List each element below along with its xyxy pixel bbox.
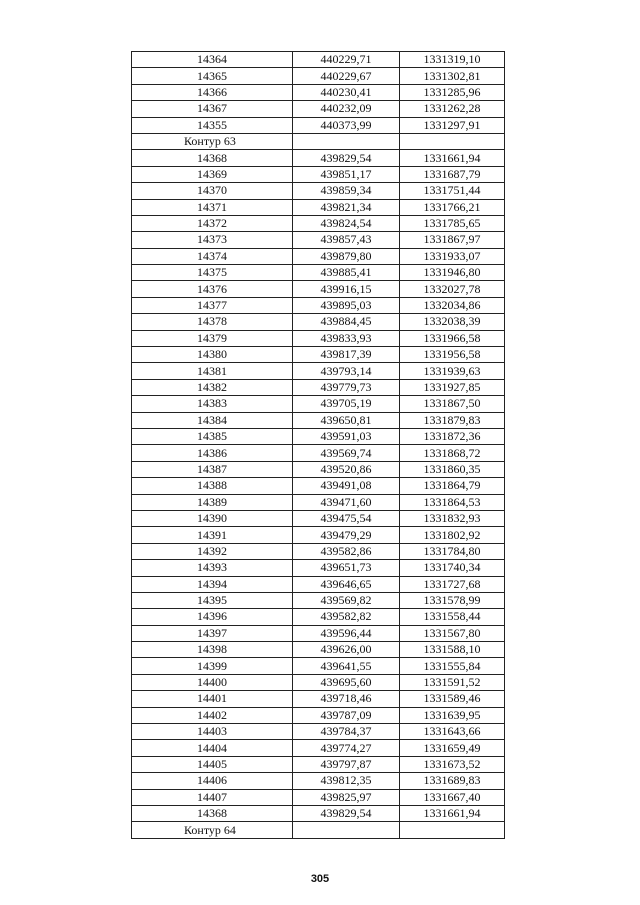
table-row: [132, 232, 505, 248]
x-coordinate-cell: 439591,03: [293, 428, 400, 444]
table-row: [132, 314, 505, 330]
table-row: [132, 658, 505, 674]
x-coordinate-cell: 439829,54: [293, 805, 400, 821]
y-coordinate-cell: 1331867,97: [400, 232, 505, 248]
y-coordinate-cell: 1331262,28: [400, 101, 505, 117]
y-coordinate-cell: 1331319,10: [400, 52, 505, 68]
y-coordinate-cell: 1331872,36: [400, 428, 505, 444]
x-coordinate-cell: 439718,46: [293, 691, 400, 707]
x-coordinate-cell: 439646,65: [293, 576, 400, 592]
x-coordinate-cell: 440232,09: [293, 101, 400, 117]
y-coordinate-cell: 1331864,53: [400, 494, 505, 510]
y-coordinate-cell: 1331766,21: [400, 199, 505, 215]
point-cell: 14369: [132, 166, 293, 182]
x-coordinate-cell: 439884,45: [293, 314, 400, 330]
table-row: [132, 117, 505, 133]
y-coordinate-cell: 1331832,93: [400, 510, 505, 526]
point-cell: 14379: [132, 330, 293, 346]
point-cell: 14387: [132, 461, 293, 477]
point-cell: 14403: [132, 724, 293, 740]
point-cell: 14368: [132, 805, 293, 821]
table-row: [132, 560, 505, 576]
x-coordinate-cell: 439596,44: [293, 625, 400, 641]
x-coordinate-cell: 439812,35: [293, 773, 400, 789]
x-coordinate-cell: 439705,19: [293, 396, 400, 412]
table-row: [132, 330, 505, 346]
contour-header-row: [132, 822, 505, 838]
point-cell: 14383: [132, 396, 293, 412]
point-cell: 14366: [132, 84, 293, 100]
x-coordinate-cell: 439651,73: [293, 560, 400, 576]
table-row: [132, 363, 505, 379]
table-row: [132, 445, 505, 461]
table-row: [132, 609, 505, 625]
point-cell: 14355: [132, 117, 293, 133]
y-coordinate-cell: 1331589,46: [400, 691, 505, 707]
table-row: [132, 68, 505, 84]
x-coordinate-cell: 439859,34: [293, 183, 400, 199]
coordinates-table: [131, 51, 505, 839]
y-coordinate-cell: 1331740,34: [400, 560, 505, 576]
table-row: [132, 379, 505, 395]
x-coordinate-cell: 439779,73: [293, 379, 400, 395]
table-row: [132, 101, 505, 117]
y-coordinate-cell: 1331667,40: [400, 789, 505, 805]
x-coordinate-cell: 439475,54: [293, 510, 400, 526]
point-cell: 14364: [132, 52, 293, 68]
table-row: [132, 412, 505, 428]
table-row: [132, 740, 505, 756]
x-coordinate-cell: [293, 822, 400, 838]
y-coordinate-cell: 1331927,85: [400, 379, 505, 395]
y-coordinate-cell: 1331555,84: [400, 658, 505, 674]
table-row: [132, 510, 505, 526]
point-cell: 14407: [132, 789, 293, 805]
table-row: [132, 674, 505, 690]
x-coordinate-cell: 439885,41: [293, 265, 400, 281]
x-coordinate-cell: 440230,41: [293, 84, 400, 100]
table-row: [132, 527, 505, 543]
x-coordinate-cell: 439774,27: [293, 740, 400, 756]
y-coordinate-cell: 1331727,68: [400, 576, 505, 592]
point-cell: 14394: [132, 576, 293, 592]
y-coordinate-cell: 1331567,80: [400, 625, 505, 641]
x-coordinate-cell: 439784,37: [293, 724, 400, 740]
point-cell: 14406: [132, 773, 293, 789]
table-row: [132, 52, 505, 68]
x-coordinate-cell: 439916,15: [293, 281, 400, 297]
page-number: 305: [310, 873, 330, 885]
y-coordinate-cell: 1331661,94: [400, 805, 505, 821]
table-row: [132, 773, 505, 789]
table-row: [132, 543, 505, 559]
y-coordinate-cell: 1331879,83: [400, 412, 505, 428]
x-coordinate-cell: 439641,55: [293, 658, 400, 674]
point-cell: 14397: [132, 625, 293, 641]
table-row: [132, 166, 505, 182]
table-row: [132, 215, 505, 231]
table-row: [132, 428, 505, 444]
x-coordinate-cell: 439787,09: [293, 707, 400, 723]
point-cell: 14374: [132, 248, 293, 264]
point-cell: 14371: [132, 199, 293, 215]
table-row: [132, 576, 505, 592]
y-coordinate-cell: 1331868,72: [400, 445, 505, 461]
y-coordinate-cell: 1331864,79: [400, 478, 505, 494]
y-coordinate-cell: 1331302,81: [400, 68, 505, 84]
point-cell: 14378: [132, 314, 293, 330]
table-row: [132, 707, 505, 723]
point-cell: 14380: [132, 347, 293, 363]
x-coordinate-cell: 439471,60: [293, 494, 400, 510]
table-row: [132, 691, 505, 707]
point-cell: 14392: [132, 543, 293, 559]
table-row: [132, 183, 505, 199]
y-coordinate-cell: 1331661,94: [400, 150, 505, 166]
x-coordinate-cell: 439821,34: [293, 199, 400, 215]
y-coordinate-cell: 1331939,63: [400, 363, 505, 379]
point-cell: Контур 64: [132, 822, 293, 838]
point-cell: 14385: [132, 428, 293, 444]
point-cell: 14405: [132, 756, 293, 772]
point-cell: 14370: [132, 183, 293, 199]
y-coordinate-cell: 1332034,86: [400, 297, 505, 313]
point-cell: 14395: [132, 592, 293, 608]
x-coordinate-cell: 439797,87: [293, 756, 400, 772]
point-cell: 14382: [132, 379, 293, 395]
y-coordinate-cell: 1331751,44: [400, 183, 505, 199]
y-coordinate-cell: 1331966,58: [400, 330, 505, 346]
point-cell: 14386: [132, 445, 293, 461]
table-row: [132, 150, 505, 166]
y-coordinate-cell: 1331867,50: [400, 396, 505, 412]
table-row: [132, 347, 505, 363]
y-coordinate-cell: 1331946,80: [400, 265, 505, 281]
x-coordinate-cell: 440229,67: [293, 68, 400, 84]
table-row: [132, 265, 505, 281]
y-coordinate-cell: 1331643,66: [400, 724, 505, 740]
y-coordinate-cell: 1331785,65: [400, 215, 505, 231]
x-coordinate-cell: 439520,86: [293, 461, 400, 477]
point-cell: 14384: [132, 412, 293, 428]
table-row: [132, 724, 505, 740]
x-coordinate-cell: 439851,17: [293, 166, 400, 182]
point-cell: 14365: [132, 68, 293, 84]
x-coordinate-cell: 439582,82: [293, 609, 400, 625]
y-coordinate-cell: 1331802,92: [400, 527, 505, 543]
y-coordinate-cell: 1331687,79: [400, 166, 505, 182]
y-coordinate-cell: 1331558,44: [400, 609, 505, 625]
point-cell: 14373: [132, 232, 293, 248]
table-row: [132, 461, 505, 477]
coordinates-table-body: [132, 52, 505, 839]
y-coordinate-cell: [400, 822, 505, 838]
y-coordinate-cell: 1332038,39: [400, 314, 505, 330]
y-coordinate-cell: 1331659,49: [400, 740, 505, 756]
y-coordinate-cell: 1331285,96: [400, 84, 505, 100]
y-coordinate-cell: 1331784,80: [400, 543, 505, 559]
table-row: [132, 494, 505, 510]
table-row: [132, 199, 505, 215]
table-row: [132, 789, 505, 805]
table-row: [132, 805, 505, 821]
table-row: [132, 396, 505, 412]
table-row: [132, 625, 505, 641]
x-coordinate-cell: 439793,14: [293, 363, 400, 379]
y-coordinate-cell: 1331591,52: [400, 674, 505, 690]
x-coordinate-cell: 439825,97: [293, 789, 400, 805]
table-row: [132, 248, 505, 264]
x-coordinate-cell: 439626,00: [293, 642, 400, 658]
x-coordinate-cell: 439895,03: [293, 297, 400, 313]
point-cell: 14398: [132, 642, 293, 658]
table-row: [132, 592, 505, 608]
x-coordinate-cell: [293, 133, 400, 149]
x-coordinate-cell: 439569,82: [293, 592, 400, 608]
point-cell: 14404: [132, 740, 293, 756]
y-coordinate-cell: 1331673,52: [400, 756, 505, 772]
x-coordinate-cell: 439817,39: [293, 347, 400, 363]
x-coordinate-cell: 439879,80: [293, 248, 400, 264]
point-cell: 14375: [132, 265, 293, 281]
y-coordinate-cell: 1331297,91: [400, 117, 505, 133]
point-cell: 14388: [132, 478, 293, 494]
point-cell: 14368: [132, 150, 293, 166]
table-row: [132, 84, 505, 100]
x-coordinate-cell: 439695,60: [293, 674, 400, 690]
table-row: [132, 297, 505, 313]
y-coordinate-cell: 1331588,10: [400, 642, 505, 658]
contour-header-row: [132, 133, 505, 149]
table-row: [132, 756, 505, 772]
y-coordinate-cell: 1331860,35: [400, 461, 505, 477]
point-cell: 14399: [132, 658, 293, 674]
x-coordinate-cell: 439833,93: [293, 330, 400, 346]
point-cell: 14372: [132, 215, 293, 231]
y-coordinate-cell: 1331639,95: [400, 707, 505, 723]
x-coordinate-cell: 439491,08: [293, 478, 400, 494]
point-cell: 14377: [132, 297, 293, 313]
y-coordinate-cell: [400, 133, 505, 149]
y-coordinate-cell: 1331956,58: [400, 347, 505, 363]
x-coordinate-cell: 440229,71: [293, 52, 400, 68]
table-row: [132, 281, 505, 297]
point-cell: 14396: [132, 609, 293, 625]
x-coordinate-cell: 439650,81: [293, 412, 400, 428]
point-cell: 14390: [132, 510, 293, 526]
y-coordinate-cell: 1331689,83: [400, 773, 505, 789]
table-row: [132, 642, 505, 658]
y-coordinate-cell: 1331578,99: [400, 592, 505, 608]
point-cell: 14367: [132, 101, 293, 117]
x-coordinate-cell: 440373,99: [293, 117, 400, 133]
point-cell: 14401: [132, 691, 293, 707]
point-cell: 14381: [132, 363, 293, 379]
x-coordinate-cell: 439829,54: [293, 150, 400, 166]
y-coordinate-cell: 1332027,78: [400, 281, 505, 297]
point-cell: 14391: [132, 527, 293, 543]
table-row: [132, 478, 505, 494]
point-cell: 14402: [132, 707, 293, 723]
y-coordinate-cell: 1331933,07: [400, 248, 505, 264]
x-coordinate-cell: 439857,43: [293, 232, 400, 248]
point-cell: Контур 63: [132, 133, 293, 149]
point-cell: 14389: [132, 494, 293, 510]
point-cell: 14393: [132, 560, 293, 576]
x-coordinate-cell: 439582,86: [293, 543, 400, 559]
x-coordinate-cell: 439569,74: [293, 445, 400, 461]
point-cell: 14400: [132, 674, 293, 690]
x-coordinate-cell: 439824,54: [293, 215, 400, 231]
x-coordinate-cell: 439479,29: [293, 527, 400, 543]
point-cell: 14376: [132, 281, 293, 297]
